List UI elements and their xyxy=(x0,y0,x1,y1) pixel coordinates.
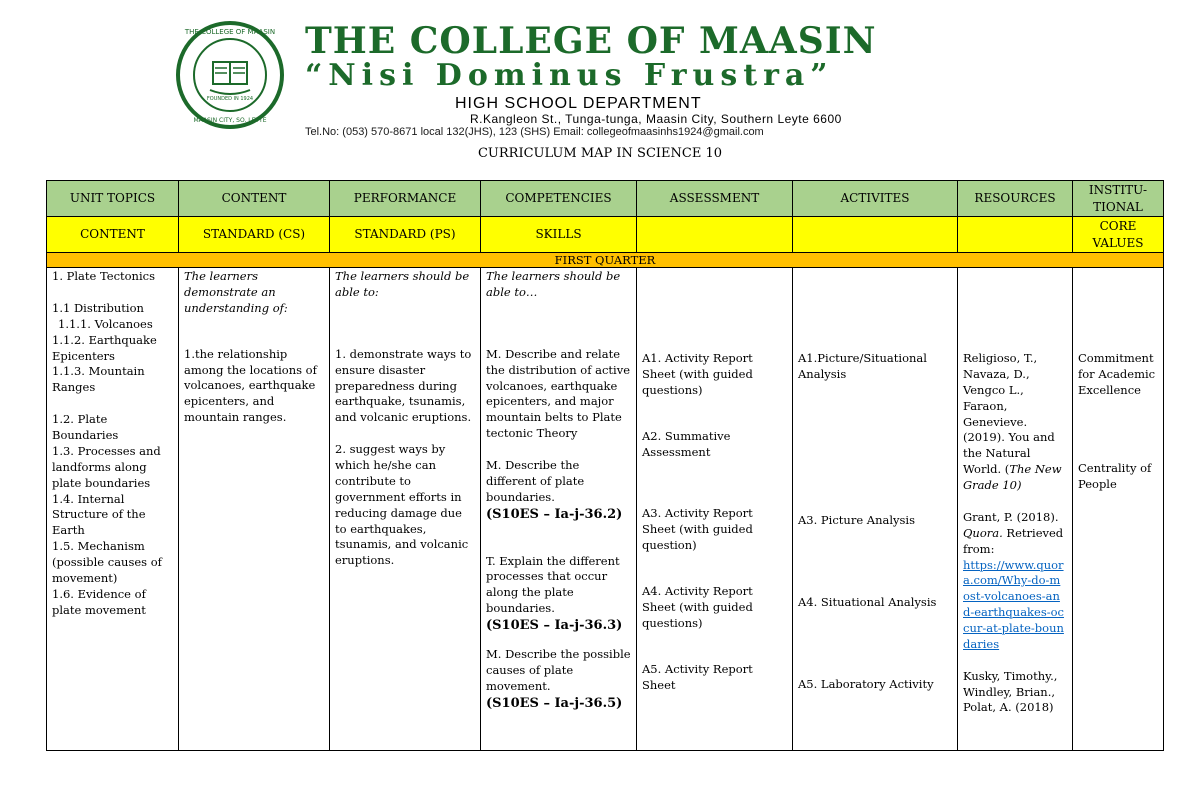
document-title: CURRICULUM MAP IN SCIENCE 10 xyxy=(477,146,723,161)
unit-topic: 1.6. Evidence of plate movement xyxy=(52,586,146,617)
performance-standard-item: 1. demonstrate ways to ensure disaster preparedness during earthquake, tsunamis, and volcanic eruptions. xyxy=(335,346,472,425)
col-header: UNIT TOPICS xyxy=(47,181,179,217)
resource-item: Kusky, Timothy., Windley, Brian., Polat, A. (2018) xyxy=(963,668,1058,715)
performance-standard-intro: The learners should be able to: xyxy=(335,269,470,300)
performance-standard-cell xyxy=(330,268,481,751)
col-subheader: STANDARD (PS) xyxy=(330,217,481,253)
competency-code: (S10ES – Ia-j-36.2) xyxy=(486,506,623,522)
college-seal-logo xyxy=(175,20,285,130)
unit-topic: 1.1.1. Volcanoes xyxy=(58,316,153,331)
unit-topic: 1. Plate Tectonics xyxy=(52,269,155,284)
department-name: HIGH SCHOOL DEPARTMENT xyxy=(455,95,702,112)
college-contact: Tel.No: (053) 570-8671 local 132(JHS), 123 (SHS) Email: collegeofmaasinhs1924@gmail.com xyxy=(305,126,764,138)
core-value: Commitment for Academic Excellence xyxy=(1078,351,1156,397)
header-row-2 xyxy=(47,217,1164,253)
unit-topic: 1.3. Processes and landforms along plate boundaries xyxy=(52,443,161,490)
activities-cell xyxy=(793,268,958,751)
col-header: ASSESSMENT xyxy=(637,181,793,217)
table-row xyxy=(47,268,1164,751)
quarter-label: FIRST QUARTER xyxy=(47,253,1164,268)
activity-item: A4. Situational Analysis xyxy=(798,594,937,609)
competencies-intro: The learners should be able to… xyxy=(486,269,621,300)
assessment-item: A4. Activity Report Sheet (with guided questions) xyxy=(642,584,753,630)
col-header: INSTITU-TIONAL xyxy=(1073,181,1164,217)
core-values-cell xyxy=(1073,268,1164,751)
resource-text: Grant, P. (2018). xyxy=(963,509,1059,524)
competency: M. Describe the possible causes of plate movement. xyxy=(486,646,631,693)
assessment-item: A5. Activity Report Sheet xyxy=(642,661,753,692)
col-subheader: CONTENT xyxy=(47,217,179,253)
seal-text-top: THE COLLEGE OF MAASIN xyxy=(184,28,276,36)
unit-topic: 1.4. Internal Structure of the Earth xyxy=(52,491,146,538)
content-standard-cell xyxy=(179,268,330,751)
content-standard-item: 1.the relationship among the locations of volcanoes, earthquake epicenters, and mountain ranges. xyxy=(184,346,317,425)
col-header: COMPETENCIES xyxy=(481,181,637,217)
activity-item: A5. Laboratory Activity xyxy=(798,676,934,691)
competency: M. Describe the different of plate boundaries. xyxy=(486,458,585,504)
activity-item: A1.Picture/Situational Analysis xyxy=(798,351,927,382)
seal-year: FOUNDED IN 1924 xyxy=(206,96,254,102)
unit-topics-cell xyxy=(47,268,179,751)
assessment-item: A2. Summative Assessment xyxy=(642,428,731,459)
col-subheader xyxy=(637,217,793,253)
competencies-cell xyxy=(481,268,637,751)
col-header: CONTENT xyxy=(179,181,330,217)
assessment-item: A3. Activity Report Sheet (with guided question) xyxy=(642,506,753,553)
resource-text: Religioso, T., Navaza, D., Vengco L., Faraon, Genevieve. (2019). You and the Natural World. ( xyxy=(963,351,1055,477)
letterhead xyxy=(165,18,1065,138)
competency: M. Describe and relate the distribution of active volcanoes, earthquake epicenters, and major mountain belts to Plate tectonic Theory xyxy=(486,346,631,441)
resource-book-title: The New Grade 10) xyxy=(963,462,1062,493)
college-motto: “Nisi Dominus Frustra” xyxy=(305,58,834,93)
unit-topic: 1.1 Distribution xyxy=(52,301,144,316)
competency-code: (S10ES – Ia-j-36.5) xyxy=(486,695,623,711)
col-subheader: SKILLS xyxy=(481,217,637,253)
col-subheader xyxy=(958,217,1073,253)
col-subheader: CORE VALUES xyxy=(1073,217,1164,253)
unit-topic: 1.1.3. Mountain Ranges xyxy=(52,364,145,395)
performance-standard-item: 2. suggest ways by which he/she can contribute to government efforts in reducing damage due to earthquakes, tsunamis, and volcanic eruptions. xyxy=(335,442,469,568)
resource-item xyxy=(963,510,1067,558)
assessment-cell xyxy=(637,268,793,751)
activity-item: A3. Picture Analysis xyxy=(798,512,915,527)
col-header: PERFORMANCE xyxy=(330,181,481,217)
col-subheader: STANDARD (CS) xyxy=(179,217,330,253)
assessment-item: A1. Activity Report Sheet (with guided questions) xyxy=(642,351,753,397)
core-value: Centrality of People xyxy=(1078,460,1152,491)
header-row-1 xyxy=(47,181,1164,217)
unit-topic: 1.2. Plate Boundaries xyxy=(52,412,119,443)
seal-text-bottom: MAASIN CITY, SO. LEYTE xyxy=(193,117,267,124)
unit-topic: 1.1.2. Earthquake Epicenters xyxy=(52,332,157,363)
col-header: ACTIVITES xyxy=(793,181,958,217)
resource-site: Quora. xyxy=(963,525,1003,540)
resources-cell xyxy=(958,268,1073,751)
college-name: THE COLLEGE OF MAASIN xyxy=(305,20,877,62)
resource-text: Retrieved from: xyxy=(963,525,1064,556)
col-subheader xyxy=(793,217,958,253)
unit-topic: 1.5. Mechanism (possible causes of movement) xyxy=(52,539,162,585)
competency-code: (S10ES – Ia-j-36.3) xyxy=(486,618,623,634)
curriculum-map-table xyxy=(46,180,1164,751)
col-header: RESOURCES xyxy=(958,181,1073,217)
college-address: R.Kangleon St., Tunga-tunga, Maasin City, Southern Leyte 6600 xyxy=(470,112,842,126)
resource-item xyxy=(963,351,1067,494)
resource-link[interactable]: https://www.quora.com/Why-do-most-volcanoes-and-earthquakes-occur-at-plate-boundaries xyxy=(963,557,1064,651)
content-standard-intro: The learners demonstrate an understanding of: xyxy=(184,269,288,315)
competency: T. Explain the different processes that occur along the plate boundaries. xyxy=(486,553,620,616)
quarter-row xyxy=(47,253,1164,268)
